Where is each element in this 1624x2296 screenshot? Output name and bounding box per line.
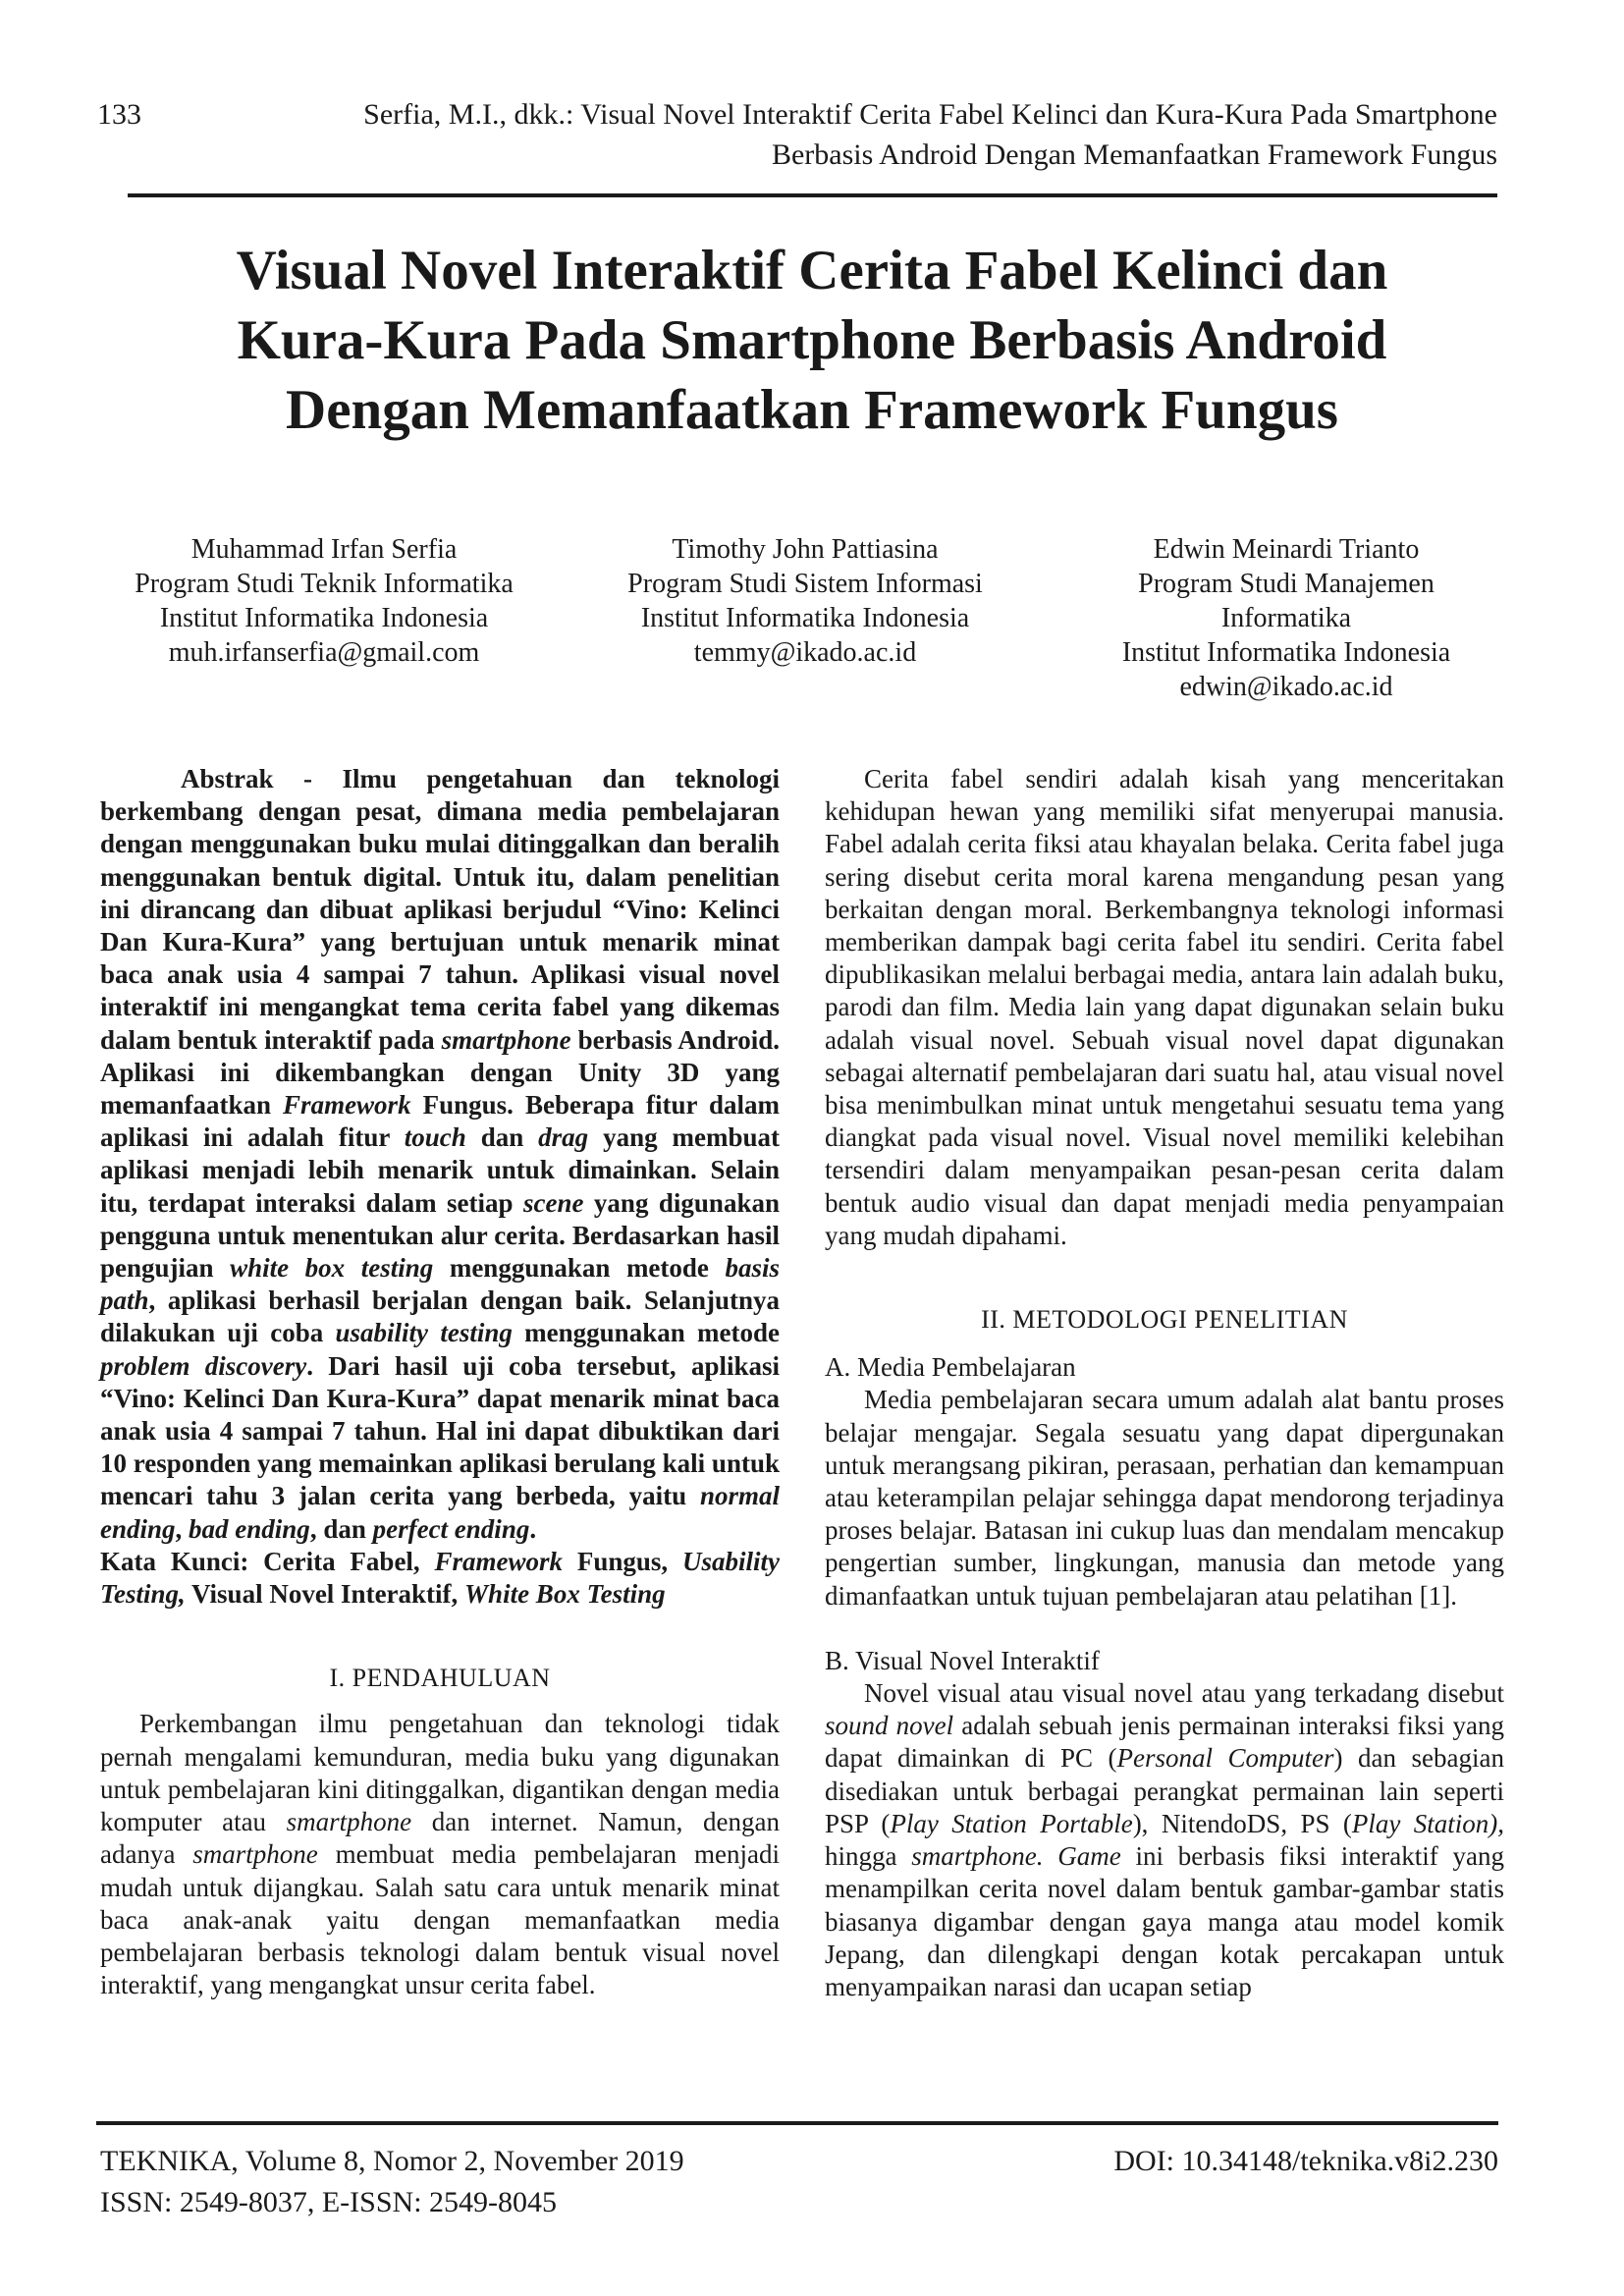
author-block-3: [1070, 532, 1502, 704]
title-line2: Kura-Kura Pada Smartphone Berbasis Android: [237, 309, 1387, 371]
header-rule: [128, 193, 1497, 197]
right-column: [825, 763, 1504, 2003]
running-header-text: [363, 94, 1497, 175]
page-number: 133: [97, 98, 141, 131]
footer-journal-info: [100, 2141, 684, 2223]
section-heading-metodologi: II. METODOLOGI PENELITIAN: [981, 1305, 1348, 1335]
footer-journal: TEKNIKA, Volume 8, Nomor 2, November 2019: [100, 2145, 684, 2177]
left-column: [100, 763, 780, 2001]
footer-rule: [96, 2121, 1498, 2125]
pendahuluan-paragraph: Perkembangan ilmu pengetahuan dan teknologi tidak pernah mengalami kemunduran, media buku yang digunakan untuk pembelajaran kini ditinggalkan, digantikan dengan media komputer atau smartphone dan internet. Namun, dengan adanya smartphone membuat media pembelajaran menjadi mudah untuk dijangkau. Salah satu cara untuk menarik minat baca anak-anak yaitu dengan memanfaatkan media pembelajaran berbasis teknologi dalam bentuk visual novel interaktif, yang mengangkat unsur cerita fabel.: [100, 1709, 780, 2000]
author-name: Muhammad Irfan Serfia: [190, 534, 458, 565]
visual-novel-paragraph: Novel visual atau visual novel atau yang terkadang disebut sound novel adalah sebuah jenis permainan interaksi fiksi yang dapat dimainkan di PC (Personal Computer) dan sebagian disediakan untuk berbagai perangkat permainan lain seperti PSP (Play Station Portable), NitendoDS, PS (Play Station), hingga smartphone. Game ini berbasis fiksi interaktif yang menampilkan cerita novel dalam bentuk gambar-gambar statis biasanya digambar dengan gaya manga atau model komik Jepang, dan dilengkapi dengan kotak percakapan untuk menyampaikan narasi dan ucapan setiap: [825, 1678, 1504, 2001]
footer-issn: ISSN: 2549-8037, E-ISSN: 2549-8045: [100, 2186, 558, 2218]
author-department: Program Studi Teknik Informatika: [135, 569, 514, 599]
author-email: temmy@ikado.ac.id: [693, 637, 917, 668]
author-email: muh.irfanserfia@gmail.com: [168, 637, 480, 668]
subsection-heading-visual-novel: B. Visual Novel Interaktif: [825, 1645, 1100, 1675]
footer-doi: DOI: 10.34148/teknika.v8i2.230: [1113, 2145, 1498, 2177]
running-header-line2: Berbasis Android Dengan Memanfaatkan Framework Fungus: [771, 138, 1497, 171]
running-header-line1: Serfia, M.I., dkk.: Visual Novel Interaktif Cerita Fabel Kelinci dan Kura-Kura Pada Smartphone: [363, 98, 1497, 131]
media-paragraph: Media pembelajaran secara umum adalah alat bantu proses belajar mengajar. Segala sesuatu yang dapat dipergunakan untuk merangsang pikiran, perasaan, perhatian dan kemampuan atau keterampilan pelajar sehingga dapat mendorong terjadinya proses belajar. Batasan ini cukup luas dan mendalam mencakup pengertian sumber, lingkungan, manusia dan metode yang dimanfaatkan untuk tujuan pembelajaran atau pelatihan [1].: [825, 1385, 1504, 1611]
title-line1: Visual Novel Interaktif Cerita Fabel Kelinci dan: [236, 240, 1388, 301]
subsection-heading-media: A. Media Pembelajaran: [825, 1352, 1076, 1383]
keywords: Kata Kunci: Cerita Fabel, Framework Fungus, Usability Testing, Visual Novel Interaktif, White Box Testing: [100, 1546, 780, 1610]
fabel-paragraph: Cerita fabel sendiri adalah kisah yang menceritakan kehidupan hewan yang memiliki sifat menyerupai manusia. Fabel adalah cerita fiksi atau khayalan belaka. Cerita fabel juga sering disebut cerita moral karena mengandung pesan yang berkaitan dengan moral. Berkembangnya teknologi informasi memberikan dampak bagi cerita fabel itu sendiri. Cerita fabel dipublikasikan melalui berbagai media, antara lain adalah buku, parodi dan film. Media lain yang dapat digunakan selain buku adalah visual novel. Sebuah visual novel dapat digunakan sebagai alternatif pembelajaran dari suatu hal, atau visual novel bisa menimbulkan minat untuk mengetahui sesuatu tema yang diangkat pada visual novel. Visual novel memiliki kelebihan tersendiri dalam menyampaikan pesan-pesan cerita dalam bentuk audio visual dan dapat menjadi media penyampaian yang mudah dipahami.: [825, 764, 1504, 1250]
author-department: Program Studi Sistem Informasi: [627, 569, 983, 599]
author-department: Program Studi Manajemen: [1138, 569, 1435, 599]
author-department-cont: Informatika: [1220, 603, 1352, 633]
author-institution: Institut Informatika Indonesia: [159, 603, 489, 633]
author-name: Timothy John Pattiasina: [672, 534, 939, 565]
author-name: Edwin Meinardi Trianto: [1153, 534, 1420, 565]
section-heading-pendahuluan: I. PENDAHULUAN: [329, 1664, 551, 1693]
paper-title: [79, 236, 1545, 445]
author-institution: Institut Informatika Indonesia: [1121, 637, 1451, 668]
author-email: edwin@ikado.ac.id: [1179, 672, 1393, 702]
abstract: Abstrak - Ilmu pengetahuan dan teknologi berkembang dengan pesat, dimana media pembelajaran dengan menggunakan buku mulai ditinggalkan dan beralih menggunakan bentuk digital. Untuk itu, dalam penelitian ini dirancang dan dibuat aplikasi berjudul “Vino: Kelinci Dan Kura-Kura” yang bertujuan untuk menarik minat baca anak usia 4 sampai 7 tahun. Aplikasi visual novel interaktif ini mengangkat tema cerita fabel yang dikemas dalam bentuk interaktif pada smartphone berbasis Android. Aplikasi ini dikembangkan dengan Unity 3D yang memanfaatkan Framework Fungus. Beberapa fitur dalam aplikasi ini adalah fitur touch dan drag yang membuat aplikasi menjadi lebih menarik untuk dimainkan. Selain itu, terdapat interaksi dalam setiap scene yang digunakan pengguna untuk menentukan alur cerita. Berdasarkan hasil pengujian white box testing menggunakan metode basis path, aplikasi berhasil berjalan dengan baik. Selanjutnya dilakukan uji coba usability testing menggunakan metode problem discovery. Dari hasil uji coba tersebut, aplikasi “Vino: Kelinci Dan Kura-Kura” dapat menarik minat baca anak usia 4 sampai 7 tahun. Hal ini dapat dibuktikan dari 10 responden yang memainkan aplikasi berulang kali untuk mencari tahu 3 jalan cerita yang berbeda, yaitu normal ending, bad ending, dan perfect ending.: [100, 764, 781, 1544]
author-block-2: [589, 532, 1021, 670]
author-institution: Institut Informatika Indonesia: [640, 603, 970, 633]
author-block-1: [108, 532, 540, 670]
title-line3: Dengan Memanfaatkan Framework Fungus: [286, 379, 1338, 441]
